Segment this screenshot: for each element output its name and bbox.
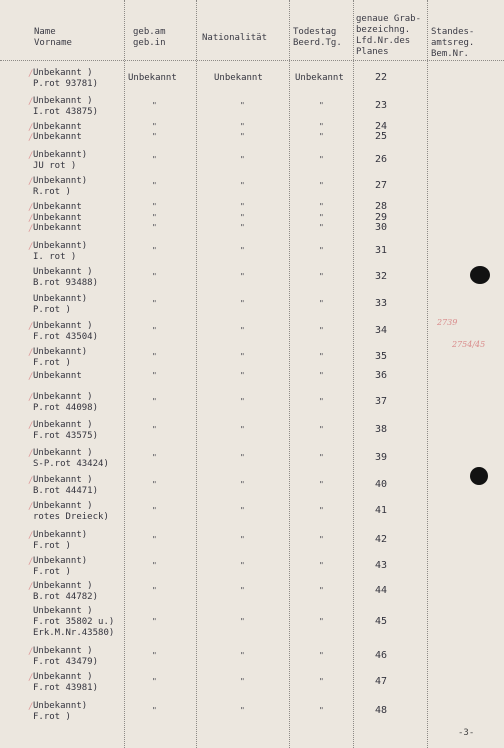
- entry-nationality: ": [240, 201, 245, 211]
- page-number: -3-: [458, 728, 475, 738]
- grave-number: 48: [375, 705, 388, 716]
- header-born: geb.am geb.in: [133, 27, 166, 48]
- entry-born: ": [152, 706, 157, 715]
- column-divider: [353, 0, 354, 748]
- entry-nationality: ": [240, 272, 245, 281]
- entry-death: ": [319, 616, 324, 626]
- entry-nationality: ": [240, 222, 245, 232]
- entry-nationality: ": [240, 181, 245, 190]
- entry-born: ": [152, 506, 157, 515]
- entry-born: ": [152, 326, 157, 335]
- grave-number: 22: [375, 72, 388, 83]
- entry-born: ": [152, 425, 157, 434]
- entry-name: Unbekannt: [33, 202, 82, 212]
- entry-nationality: ": [240, 677, 245, 686]
- entry-nationality: ": [240, 706, 245, 715]
- entry-name: Unbekannt ) B.rot 44471): [33, 475, 99, 496]
- check-mark-icon: /: [28, 502, 34, 512]
- entry-born: ": [152, 155, 157, 164]
- grave-number: 26: [375, 154, 388, 165]
- entry-born: Unbekannt: [128, 73, 177, 83]
- entry-nationality: ": [240, 246, 245, 255]
- check-mark-icon: /: [28, 322, 34, 332]
- entry-born: ": [152, 616, 157, 626]
- entry-born: ": [152, 397, 157, 406]
- grave-number: 39: [375, 452, 388, 463]
- entry-name: Unbekannt ) S-P.rot 43424): [33, 448, 109, 469]
- entry-death: ": [319, 201, 324, 211]
- header-divider: [0, 60, 504, 61]
- check-mark-icon: /: [28, 372, 34, 382]
- entry-name: Unbekannt ) B.rot 44782): [33, 581, 99, 602]
- entry-born: ": [152, 246, 157, 255]
- check-mark-icon: /: [28, 647, 34, 657]
- check-mark-icon: /: [28, 421, 34, 431]
- check-mark-icon: /: [28, 531, 34, 541]
- entry-born: ": [152, 352, 157, 361]
- check-mark-icon: /: [28, 123, 34, 133]
- check-mark-icon: /: [28, 242, 34, 252]
- entry-death: ": [319, 101, 324, 110]
- check-mark-icon: /: [28, 203, 34, 213]
- column-divider: [196, 0, 197, 748]
- entry-name: Unbekannt) P.rot ): [33, 294, 88, 315]
- header-nationality: Nationalität: [202, 33, 268, 43]
- entry-nationality: ": [240, 121, 245, 131]
- entry-death: ": [319, 299, 324, 308]
- check-mark-icon: /: [28, 224, 34, 234]
- entry-death: ": [319, 181, 324, 190]
- header-register: Standes- amtsreg. Bem.Nr.: [431, 27, 475, 59]
- check-mark-icon: /: [28, 393, 34, 403]
- entry-nationality: ": [240, 101, 245, 110]
- entry-death: ": [319, 326, 324, 335]
- grave-number: 32: [375, 271, 388, 282]
- entry-name: Unbekannt) F.rot ): [33, 701, 88, 722]
- entry-name: Unbekannt ) F.rot 43981): [33, 672, 99, 693]
- entry-death: ": [319, 131, 324, 141]
- entry-death: ": [319, 453, 324, 462]
- header-death: Todestag Beerd.Tg.: [293, 27, 342, 48]
- entry-nationality: ": [240, 326, 245, 335]
- entry-name: Unbekannt: [33, 213, 82, 223]
- entry-name: Unbekannt: [33, 371, 82, 381]
- entry-nationality: ": [240, 535, 245, 544]
- grave-number: 27: [375, 180, 388, 191]
- entry-nationality: ": [240, 453, 245, 462]
- entry-born: ": [152, 370, 157, 380]
- entry-born: ": [152, 121, 157, 131]
- pencil-note: 2754/45: [452, 340, 486, 349]
- column-divider: [124, 0, 125, 748]
- grave-number: 25: [375, 130, 388, 142]
- entry-nationality: ": [240, 352, 245, 361]
- entry-born: ": [152, 651, 157, 660]
- column-divider: [289, 0, 290, 748]
- grave-number: 34: [375, 325, 388, 336]
- entry-death: ": [319, 246, 324, 255]
- grave-number: 46: [375, 650, 388, 661]
- entry-born: ": [152, 181, 157, 190]
- entry-death: ": [319, 121, 324, 131]
- entry-nationality: ": [240, 586, 245, 595]
- punch-hole: [470, 467, 488, 485]
- entry-born: ": [152, 201, 157, 211]
- entry-death: ": [319, 706, 324, 715]
- entry-born: ": [152, 222, 157, 232]
- check-mark-icon: /: [28, 582, 34, 592]
- entry-nationality: ": [240, 425, 245, 434]
- entry-name: Unbekannt: [33, 132, 82, 142]
- entry-name: Unbekannt ) I.rot 43875): [33, 96, 99, 117]
- entry-born: ": [152, 131, 157, 141]
- entry-name: Unbekannt) F.rot ): [33, 530, 88, 551]
- entry-death: ": [319, 370, 324, 380]
- entry-nationality: ": [240, 370, 245, 380]
- entry-nationality: ": [240, 480, 245, 489]
- grave-number: 35: [375, 351, 388, 362]
- entry-nationality: ": [240, 616, 245, 626]
- entry-nationality: ": [240, 155, 245, 164]
- entry-born: ": [152, 561, 157, 570]
- entry-born: ": [152, 480, 157, 489]
- entry-born: ": [152, 586, 157, 595]
- grave-number: 45: [375, 615, 388, 627]
- punch-hole: [470, 266, 490, 284]
- entry-name: Unbekannt ) B.rot 93488): [33, 267, 99, 288]
- entry-death: ": [319, 155, 324, 164]
- entry-name: Unbekannt) JU rot ): [33, 150, 88, 171]
- entry-death: Unbekannt: [295, 73, 344, 83]
- grave-number: 33: [375, 298, 388, 309]
- entry-nationality: ": [240, 561, 245, 570]
- grave-number: 29: [375, 211, 388, 223]
- grave-number: 24: [375, 120, 388, 132]
- entry-death: ": [319, 222, 324, 232]
- entry-death: ": [319, 397, 324, 406]
- entry-name: Unbekannt) F.rot ): [33, 347, 88, 368]
- entry-death: ": [319, 561, 324, 570]
- check-mark-icon: /: [28, 151, 34, 161]
- entry-death: ": [319, 677, 324, 686]
- entry-death: ": [319, 425, 324, 434]
- entry-name: Unbekannt ) F.rot 35802 u.) Erk.M.Nr.43580): [33, 606, 115, 638]
- entry-name: Unbekannt ) F.rot 43479): [33, 646, 99, 667]
- column-divider: [427, 0, 428, 748]
- entry-born: ": [152, 453, 157, 462]
- grave-number: 36: [375, 369, 388, 381]
- entry-nationality: ": [240, 651, 245, 660]
- check-mark-icon: /: [28, 69, 34, 79]
- entry-born: ": [152, 212, 157, 222]
- grave-number: 47: [375, 676, 388, 687]
- entry-death: ": [319, 480, 324, 489]
- check-mark-icon: /: [28, 476, 34, 486]
- grave-number: 23: [375, 100, 388, 111]
- entry-name: Unbekannt: [33, 223, 82, 233]
- check-mark-icon: /: [28, 557, 34, 567]
- grave-number: 31: [375, 245, 388, 256]
- grave-number: 28: [375, 200, 388, 212]
- header-grave: genaue Grab- bezeichng. Lfd.Nr.des Planes: [356, 14, 422, 57]
- grave-number: 44: [375, 585, 388, 596]
- grave-number: 30: [375, 221, 388, 233]
- entry-born: ": [152, 677, 157, 686]
- grave-number: 41: [375, 505, 388, 516]
- entry-death: ": [319, 352, 324, 361]
- grave-number: 37: [375, 396, 388, 407]
- entry-death: ": [319, 535, 324, 544]
- entry-born: ": [152, 535, 157, 544]
- entry-nationality: ": [240, 299, 245, 308]
- entry-name: Unbekannt ) P.rot 93781): [33, 68, 99, 89]
- entry-name: Unbekannt) F.rot ): [33, 556, 88, 577]
- entry-name: Unbekannt ) P.rot 44098): [33, 392, 99, 413]
- check-mark-icon: /: [28, 177, 34, 187]
- entry-nationality: ": [240, 212, 245, 222]
- grave-number: 38: [375, 424, 388, 435]
- header-name: Name Vorname: [34, 27, 72, 48]
- entry-name: Unbekannt) R.rot ): [33, 176, 88, 197]
- entry-name: Unbekannt) I. rot ): [33, 241, 88, 262]
- entry-nationality: ": [240, 131, 245, 141]
- entry-death: ": [319, 586, 324, 595]
- entry-name: Unbekannt ) rotes Dreieck): [33, 501, 109, 522]
- check-mark-icon: /: [28, 702, 34, 712]
- entry-death: ": [319, 506, 324, 515]
- check-mark-icon: /: [28, 348, 34, 358]
- check-mark-icon: /: [28, 214, 34, 224]
- check-mark-icon: /: [28, 449, 34, 459]
- entry-born: ": [152, 272, 157, 281]
- entry-name: Unbekannt ) F.rot 43504): [33, 321, 99, 342]
- entry-nationality: ": [240, 397, 245, 406]
- pencil-note: 2739: [437, 318, 458, 327]
- check-mark-icon: /: [28, 673, 34, 683]
- entry-born: ": [152, 299, 157, 308]
- entry-death: ": [319, 212, 324, 222]
- grave-number: 42: [375, 534, 388, 545]
- entry-nationality: Unbekannt: [214, 73, 263, 83]
- entry-born: ": [152, 101, 157, 110]
- grave-number: 40: [375, 479, 388, 490]
- entry-nationality: ": [240, 506, 245, 515]
- check-mark-icon: /: [28, 97, 34, 107]
- check-mark-icon: /: [28, 133, 34, 143]
- entry-death: ": [319, 272, 324, 281]
- entry-name: Unbekannt: [33, 122, 82, 132]
- grave-number: 43: [375, 560, 388, 571]
- entry-death: ": [319, 651, 324, 660]
- entry-name: Unbekannt ) F.rot 43575): [33, 420, 99, 441]
